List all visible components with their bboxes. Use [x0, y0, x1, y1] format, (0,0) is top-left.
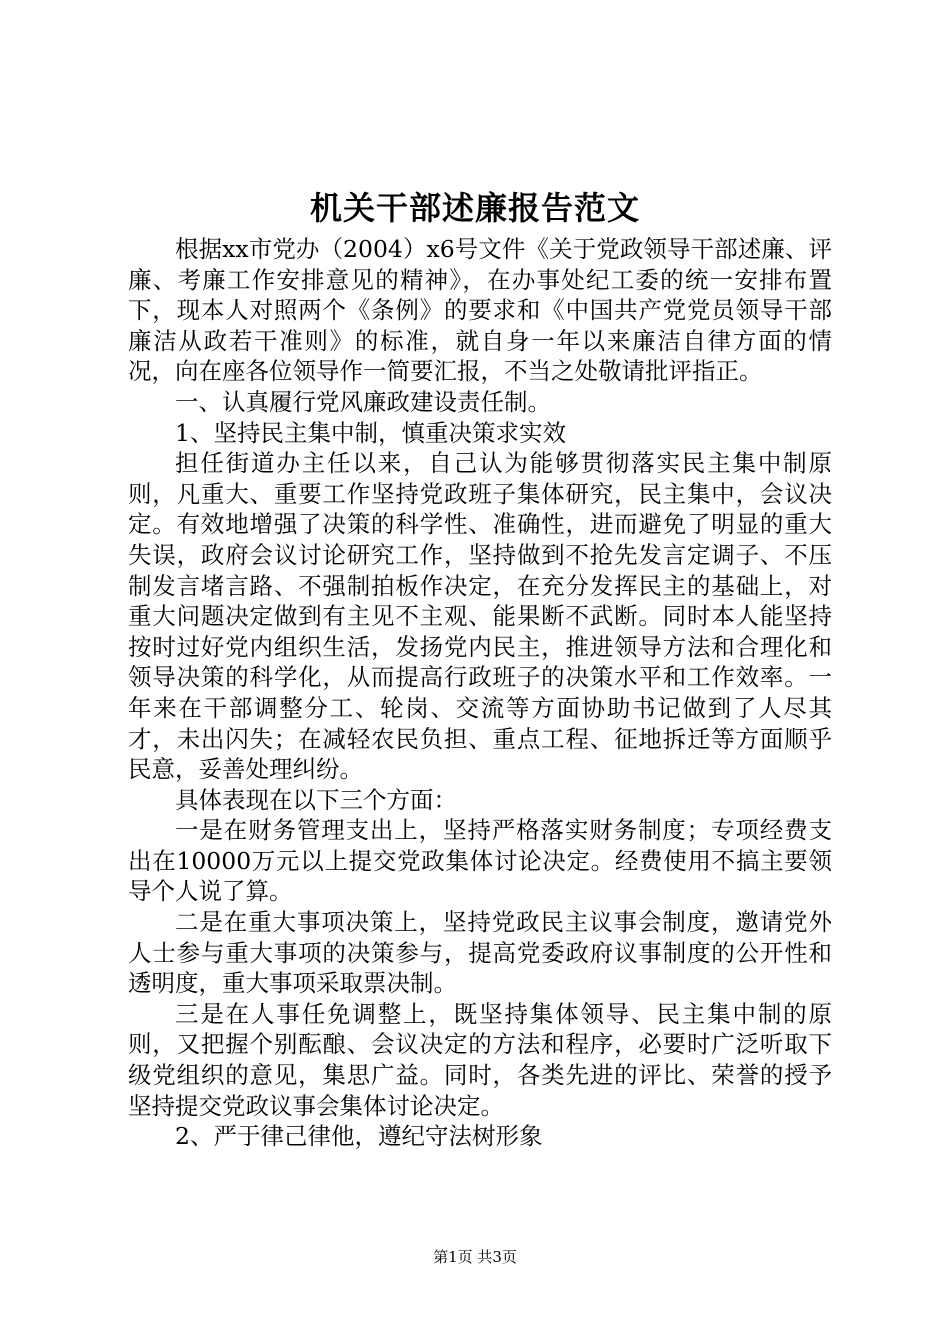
- document-title: 机关干部述廉报告范文: [309, 189, 640, 227]
- paragraph-personnel: 三是在人事任免调整上，既坚持集体领导、民主集中制的原则，又把握个别酝酿、会议决定的方法和程序，必要时广泛听取下级党组织的意见，集思广益。同时，各类先进的评比、荣誉的授予坚持提交党政议事会集体讨论决定。: [128, 999, 832, 1120]
- section-heading-1: 一、认真履行党风廉政建设责任制。: [175, 387, 551, 416]
- document-body: [128, 234, 832, 1152]
- subsection-heading-2: 2、严于律己律他，遵纪守法树形象: [175, 1122, 543, 1151]
- paragraph-intro: 根据xx市党办（2004）x6号文件《关于党政领导干部述廉、评廉、考廉工作安排意见的精神》，在办事处纪工委的统一安排布置下，现本人对照两个《条例》的要求和《中国共产党党员领导干部廉洁从政若干准则》的标准，就自身一年以来廉洁自律方面的情况，向在座各位领导作一简要汇报，不当之处敬请批评指正。: [128, 235, 832, 386]
- paragraph-democratic-centralism: 担任街道办主任以来，自己认为能够贯彻落实民主集中制原则，凡重大、重要工作坚持党政班子集体研究，民主集中，会议决定。有效地增强了决策的科学性、准确性，进而避免了明显的重大失误，政府会议讨论研究工作，坚持做到不抢先发言定调子、不压制发言堵言路、不强制拍板作决定，在充分发挥民主的基础上，对重大问题决定做到有主见不主观、能果断不武断。同时本人能坚持按时过好党内组织生活，发扬党内民主，推进领导方法和合理化和领导决策的科学化，从而提高行政班子的决策水平和工作效率。一年来在干部调整分工、轮岗、交流等方面协助书记做到了人尽其才，未出闪失；在减轻农民负担、重点工程、征地拆迁等方面顺乎民意，妥善处理纠纷。: [128, 449, 832, 784]
- page-footer: 第1页 共3页: [433, 1248, 517, 1266]
- paragraph-major-decisions: 二是在重大事项决策上，坚持党政民主议事会制度，邀请党外人士参与重大事项的决策参与，提高党委政府议事制度的公开性和透明度，重大事项采取票决制。: [128, 908, 832, 998]
- paragraph-three-aspects: 具体表现在以下三个方面：: [175, 785, 457, 814]
- subsection-heading-1: 1、坚持民主集中制，慎重决策求实效: [175, 418, 566, 447]
- paragraph-finance: 一是在财务管理支出上，坚持严格落实财务制度；专项经费支出在10000万元以上提交党政集体讨论决定。经费使用不搞主要领导个人说了算。: [128, 816, 832, 906]
